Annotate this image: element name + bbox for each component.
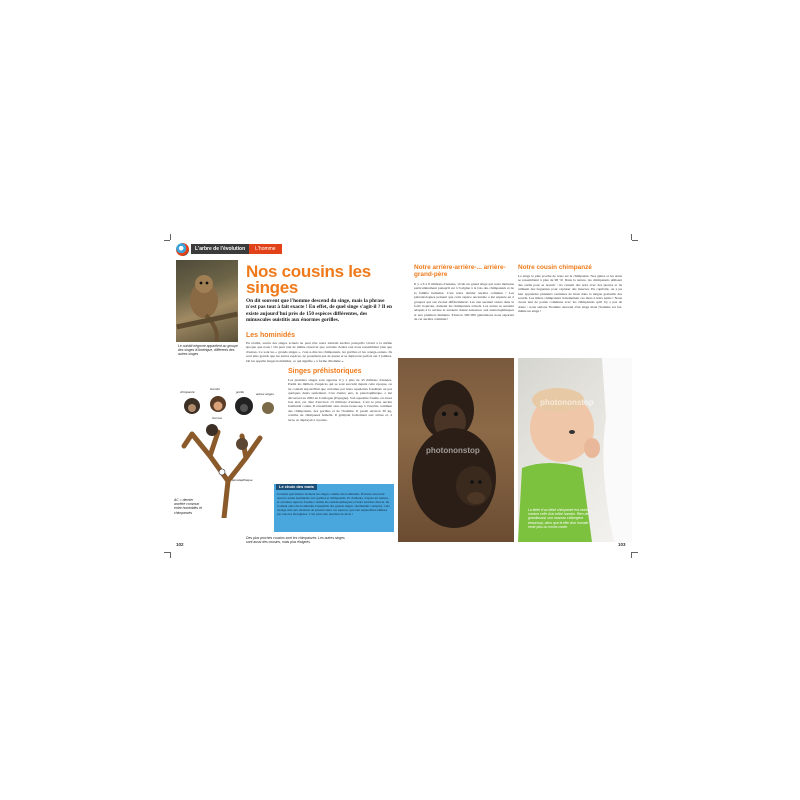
tree-label: gorille [236,390,245,394]
subheading-cousin-chimpanzee: Notre cousin chimpanzé [518,264,592,271]
book-spread [170,240,632,552]
subheading-hominides: Les hominidés [246,332,296,339]
subheading-singes-prehistoriques: Singes préhistoriques [288,368,362,375]
body-text-hominides: En réalité, aucun des singes actuels ne peut être notre lointain ancêtre puisqu'ils vivent à la même époque que nous ! On peut tout de même observer que certains d'entre eux nous ressemblent plus que d'autres. Ce sont les « grands singes », c'est-à-dire les chimpanzés, les gorilles et les orangs-outans. Ils sont plus grands que les autres espèces, ne possèdent pas de queue et se déplacent parfois sur 2 jambes. On les appelle singes hominidés, ce qui signifie « à forme d'homme ». [246,341,392,363]
page-number-right: 103 [618,542,626,547]
body-text-prehistoric: Les premiers singes sont apparus il y a plus de 45 millions d'années. Parmi les milliers d'espèces qui se sont succédé depuis cette époque, on ne connaît aujourd'hui que certaines par leurs squelettes fossilisés ou par quelques dents seulement. L'un d'entre eux, le pierolapithèque, a été découvert en 2002 en Catalogne (Espagne). Son squelette fossile, en assez bon état, est daté d'environ 13 millions d'années. C'est le plus ancien hominidé connu. Il ressemblait sans doute beaucoup à l'ancêtre commun des chimpanzés, des gorilles et de l'homme. Il pesait environ 30 kg, comme un chimpanzé femelle. Il grimpait facilement aux arbres et, à terre, se déplaçait à 4 pattes. [288,378,392,422]
subheading-ancestor: Notre arrière-arrière-... arrière-grand-père [414,264,506,278]
series-logo-icon [176,243,189,256]
left-page [170,240,398,552]
tree-legend: AC = dernier ancêtre commun entre hominidés et chimpanzés [174,498,202,515]
vocabulary-box-text: Certains spécialistes incluent les singes comme des hominidés. D'autres réservent aussi le terme hominidés aux gorilles et chimpanzés. Et d'ailleurs, d'après les termes, et certaines espèces fossiles comme les australopithèques et leurs ancêtres directs. Ils forment ainsi des hominidés l'ensemble des grands singes. (hominidés compris). Cela change rien aux relations de parenté entre ces espèces, qui sont aujourd'hui admises par tous les biologistes. C'est juste une question de mots ! [277,492,390,517]
lead-paragraph: On dit souvent que l'homme descend du singe, mais la phrase n'est pas tout à fait exacte ! En effet, de quel singe s'agit-il ? Il en existe aujourd'hui près de 150 espèces différentes, des minuscules ouistitis aux énormes gorilles. [246,298,392,323]
marmoset-photo [176,260,238,342]
crop-mark [170,552,177,558]
tree-label: pierolapithèque [232,478,253,482]
tree-label: autres singes [256,392,274,396]
photo-caption: Le ouistiti négrone appartient au groupe des singes d'Amérique, différents des autres singes [178,344,238,357]
tree-label: homme [212,416,223,420]
body-text-cousin: Le singe le plus proche de nous est le chimpanzé. Nos gènes et les siens se ressemblent à plus de 98 %! Dans la nature, les chimpanzés utilisent des outils pour se nourrir : ils cassent des noix avec des pierres et ils utilisent des baguettes pour capturer des insectes. En captivité, on a pu leur apprendre plusieurs centaines de mots dans la langue gestuelle des sourds. Les mères chimpanzés transmettent ces mots à leurs petits ! Nous avons tant de points communs avec les chimpanzés qu'il n'y a pas de doute : nous serions l'homme descend d'un singe mais l'homme est lui-même un singe ! [518,274,622,314]
series-title: L'arbre de l'évolution [191,244,249,254]
crop-mark [631,234,638,240]
tree-label: chimpanzé [180,390,195,394]
bonobo-photo [398,358,514,542]
tree-caption: Des plus proches cousins sont les chimpanzés. Les autres singes sont aussi des cousins, mais plus éloignés. [246,536,345,545]
page-number-left: 102 [176,542,184,547]
vocabulary-box-title: Le choix des mots [276,484,317,490]
photo-watermark: photononstop [540,398,594,407]
body-text-ancestor: Il y a 6 à 8 millions d'années, vivait un grand singe qui nous intéresse particulièrement puisqu'il est à l'origine à la fois des chimpanzés et de la famille humaine. C'est notre dernier ancêtre commun ! Les paléontologues pensent que cette espèce ancestrale a été séparée en 2 groupes qui ont évolué différemment. Les uns seraient restés dans la forêt tropicale, donnant les chimpanzés actuels. Les autres se seraient adaptés à la savane et auraient donné naissance aux australopithèques et aux premiers humains. Environ 300 000 générations nous séparent de cet ancêtre commun ! [414,282,514,322]
tree-label: bonobo [210,387,221,391]
vocabulary-box [274,484,394,532]
photo-caption: La tétée d'un bébé chimpanzé est moins comme celle d'un bébé humain. Rien de grandissant, son museau s'allongera beaucoup, alors que la tête d'un humain reste plus ou moins ronde. [528,508,589,529]
page-header [176,244,286,254]
section-title: L'homme [249,244,281,254]
crop-mark [632,240,638,247]
photo-watermark: photononstop [426,446,480,455]
crop-mark [631,552,638,558]
page-title: Nos cousins les singes [246,262,371,297]
right-page [398,240,632,552]
